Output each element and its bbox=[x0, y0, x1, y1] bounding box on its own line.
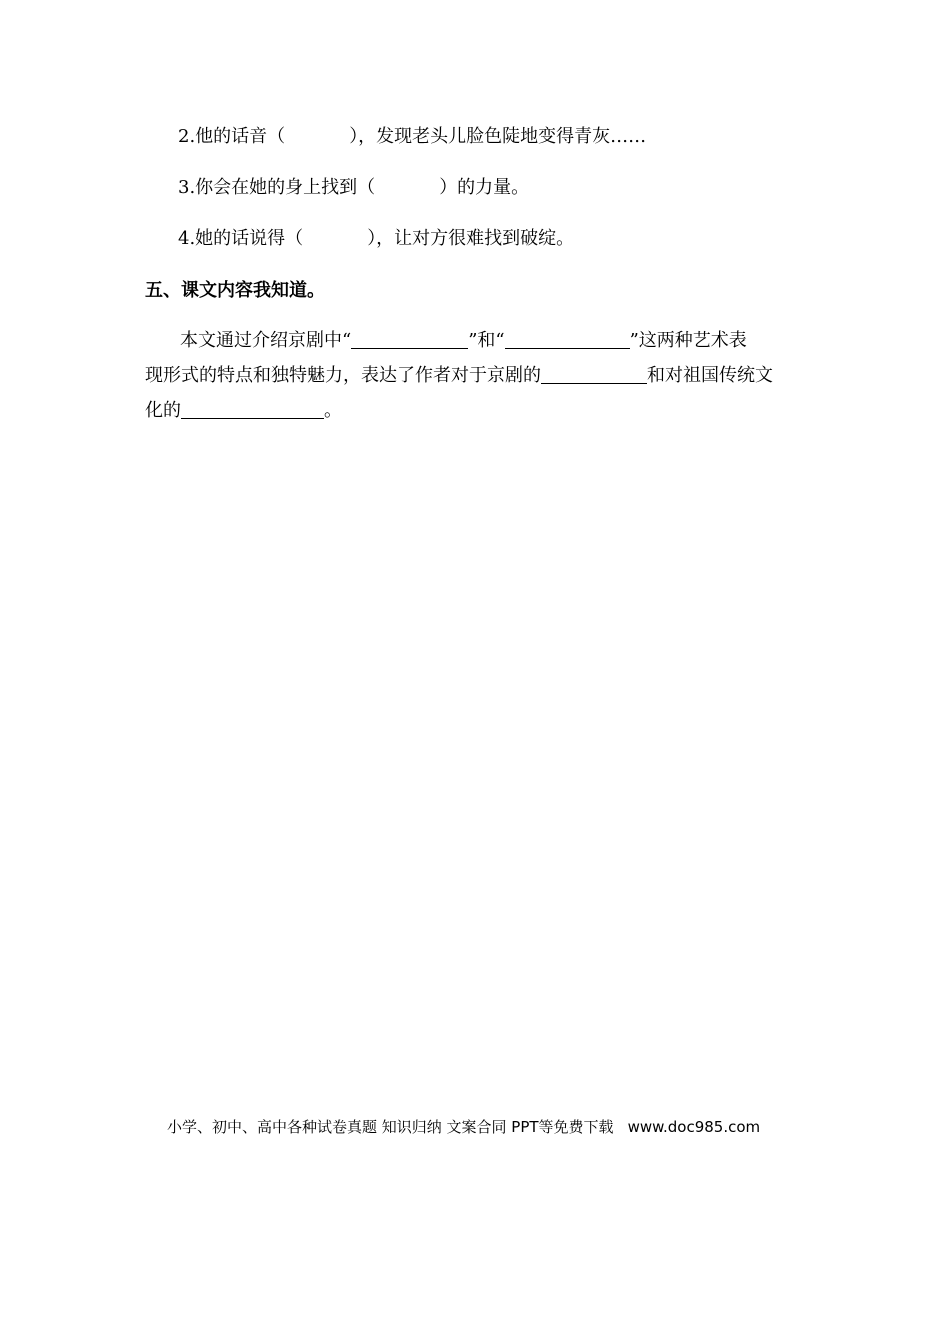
paragraph-text: 本文通过介绍京剧中“ bbox=[180, 330, 352, 351]
paragraph-text: ”和“ bbox=[468, 330, 505, 351]
section-paragraph-line-1 bbox=[180, 329, 747, 353]
question-2-text-after: ），发现老头儿脸色陡地变得青灰…… bbox=[349, 126, 647, 147]
footer-text: 小学、初中、高中各种试卷真题 知识归纳 文案合同 PPT等免费下载 bbox=[167, 1118, 614, 1136]
question-4 bbox=[178, 227, 574, 251]
paragraph-text: 化的 bbox=[145, 400, 181, 421]
section-paragraph-line-3 bbox=[145, 399, 342, 423]
question-4-text-before: 4.她的话说得（ bbox=[178, 228, 304, 249]
section-paragraph-line-2 bbox=[145, 364, 773, 388]
question-4-text-after: ），让对方很难找到破绽。 bbox=[367, 228, 575, 249]
question-2 bbox=[178, 125, 646, 149]
question-3-text-after: ）的力量。 bbox=[439, 177, 530, 198]
fill-blank-2[interactable] bbox=[505, 330, 630, 349]
paragraph-text: 和对祖国传统文 bbox=[647, 365, 773, 386]
section-heading: 五、课文内容我知道。 bbox=[145, 280, 325, 301]
paragraph-text: 现形式的特点和独特魅力，表达了作者对于京剧的 bbox=[145, 365, 541, 386]
question-3 bbox=[178, 176, 529, 200]
footer-link[interactable]: www.doc985.com bbox=[627, 1118, 761, 1136]
paragraph-text: 。 bbox=[324, 400, 342, 421]
fill-blank-1[interactable] bbox=[351, 330, 468, 349]
fill-blank-4[interactable] bbox=[181, 400, 324, 419]
question-3-text-before: 3.你会在她的身上找到（ bbox=[178, 177, 376, 198]
question-2-text-before: 2.他的话音（ bbox=[178, 126, 286, 147]
paragraph-text: ”这两种艺术表 bbox=[629, 330, 747, 351]
fill-blank-3[interactable] bbox=[541, 365, 647, 384]
page-footer bbox=[167, 1116, 760, 1138]
